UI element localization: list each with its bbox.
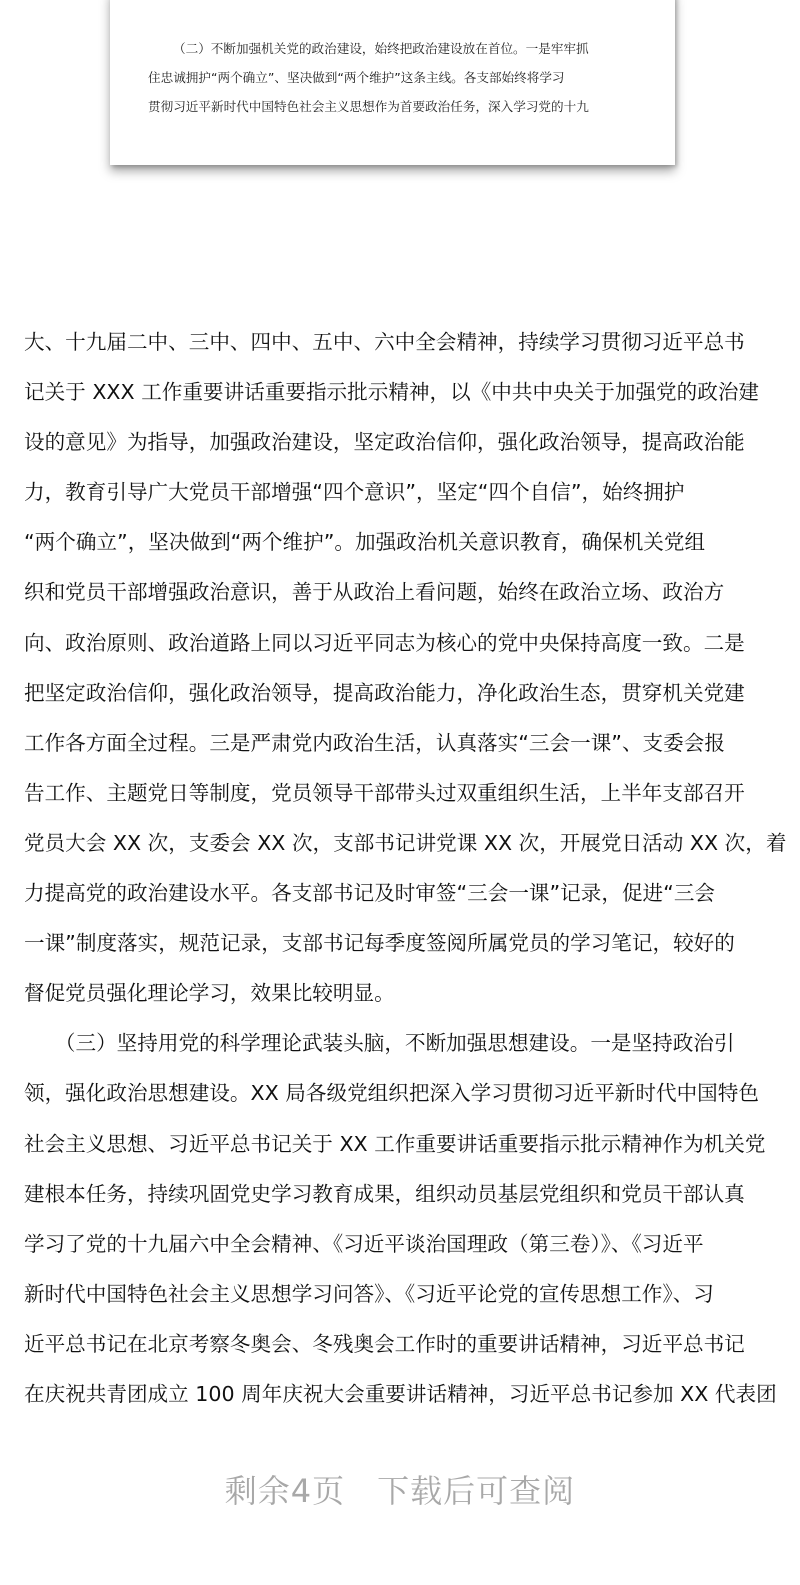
body-line: “两个确立”，坚决做到“两个维护”。加强政治机关意识教育，确保机关党组 xyxy=(24,530,706,555)
body-line: 把坚定政治信仰，强化政治领导，提高政治能力，净化政治生态，贯穿机关党建 xyxy=(24,680,745,705)
body-line: 建根本任务，持续巩固党史学习教育成果，组织动员基层党组织和党员干部认真 xyxy=(24,1181,745,1206)
body-line: 力，教育引导广大党员干部增强“四个意识”，坚定“四个自信”，始终拥护 xyxy=(24,480,685,505)
body-line: 设的意见》为指导，加强政治建设，坚定政治信仰，强化政治领导，提高政治能 xyxy=(24,430,745,455)
body-line: 社会主义思想、习近平总书记关于 XX 工作重要讲话重要指示批示精神作为机关党 xyxy=(24,1131,766,1156)
card-line: （二）不断加强机关党的政治建设，始终把政治建设放在首位。一是牢牢抓 xyxy=(173,41,589,56)
body-line: 织和党员干部增强政治意识，善于从政治上看问题，始终在政治立场、政治方 xyxy=(24,580,725,605)
preview-page-card xyxy=(110,0,675,165)
body-line: 力提高党的政治建设水平。各支部书记及时审签“三会一课”记录，促进“三会 xyxy=(24,881,716,906)
body-line: 近平总书记在北京考察冬奥会、冬残奥会工作时的重要讲话精神，习近平总书记 xyxy=(24,1331,745,1356)
body-line: （三）坚持用党的科学理论武装头脑，不断加强思想建设。一是坚持政治引 xyxy=(24,1031,735,1056)
body-line: 督促党员强化理论学习，效果比较明显。 xyxy=(24,981,395,1006)
card-line: 住忠诚拥护“两个确立”、坚决做到“两个维护”这条主线。各支部始终将学习 xyxy=(148,70,565,85)
preview-card-text xyxy=(148,34,668,121)
download-hint-text: 下载后可查阅 xyxy=(377,1472,576,1510)
body-line: 领，强化政治思想建设。XX 局各级党组织把深入学习贯彻习近平新时代中国特色 xyxy=(24,1081,759,1106)
download-prompt[interactable] xyxy=(0,1466,800,1512)
body-line: 工作各方面全过程。三是严肃党内政治生活，认真落实“三会一课”、支委会报 xyxy=(24,730,725,755)
body-line: 告工作、主题党日等制度，党员领导干部带头过双重组织生活，上半年支部召开 xyxy=(24,780,745,805)
remaining-pages-text: 剩余4页 xyxy=(224,1472,346,1510)
body-line: 新时代中国特色社会主义思想学习问答》、《习近平论党的宣传思想工作》、习 xyxy=(24,1281,714,1306)
body-line: 记关于 XXX 工作重要讲话重要指示批示精神，以《中共中央关于加强党的政治建 xyxy=(24,380,760,405)
body-line: 向、政治原则、政治道路上同以习近平同志为核心的党中央保持高度一致。二是 xyxy=(24,630,745,655)
body-line: 大、十九届二中、三中、四中、五中、六中全会精神，持续学习贯彻习近平总书 xyxy=(24,330,745,354)
card-line: 贯彻习近平新时代中国特色社会主义思想作为首要政治任务，深入学习党的十九 xyxy=(148,99,589,114)
body-line: 党员大会 XX 次，支委会 XX 次，支部书记讲党课 XX 次，开展党日活动 XX 次，着 xyxy=(24,830,787,855)
document-body xyxy=(24,317,787,1419)
body-line: 在庆祝共青团成立 100 周年庆祝大会重要讲话精神，习近平总书记参加 XX 代表团 xyxy=(24,1381,777,1406)
body-line: 一课”制度落实，规范记录，支部书记每季度签阅所属党员的学习笔记，较好的 xyxy=(24,931,735,956)
body-line: 学习了党的十九届六中全会精神、《习近平谈治国理政（第三卷）》、《习近平 xyxy=(24,1231,704,1256)
